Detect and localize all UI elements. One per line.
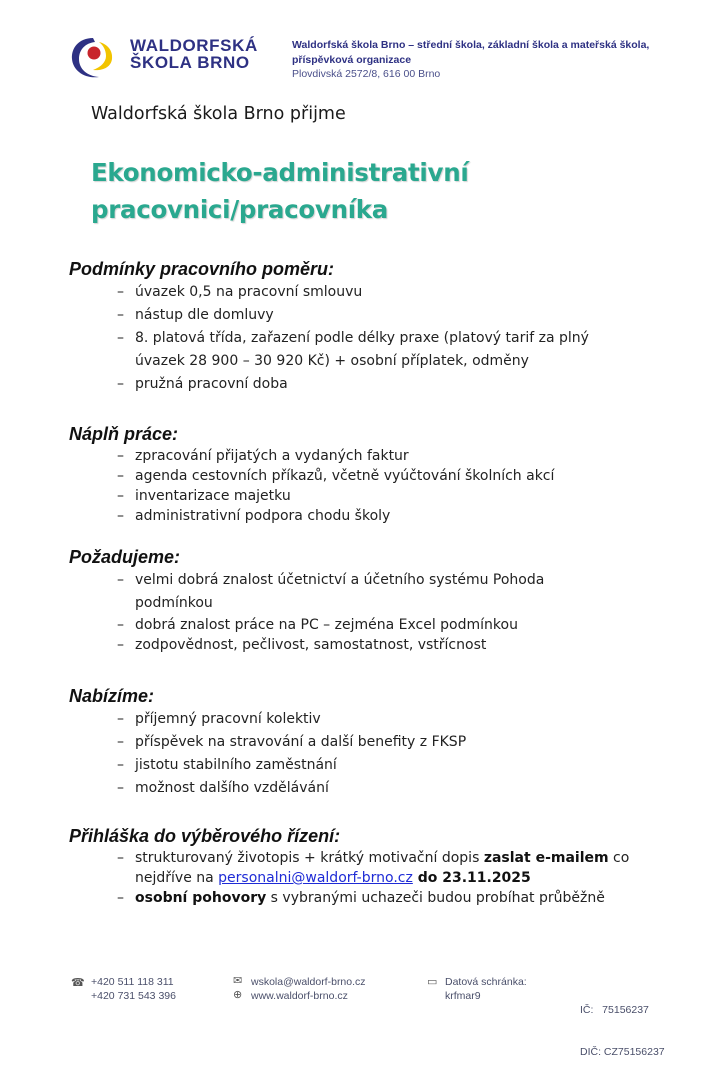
databox-label: Datová schránka: [445, 976, 527, 988]
dic: DIČ: CZ75156237 [580, 1046, 665, 1058]
footer-phones [71, 975, 176, 1003]
footer-email[interactable]: wskola@waldorf-brno.cz [251, 976, 366, 988]
list-item: – příjemný pracovní kolektiv [117, 708, 466, 731]
list-item: – velmi dobrá znalost účetnictví a účetního systému Pohoda podmínkou [117, 569, 587, 615]
section-heading: Podmínky pracovního poměru: [69, 259, 335, 279]
requirements-list [117, 569, 587, 655]
section-heading: Požadujeme: [69, 547, 181, 567]
footer-ids [580, 975, 665, 1087]
list-item: – možnost dalšího vzdělávání [117, 777, 466, 800]
phone-2: +420 731 543 396 [91, 990, 176, 1002]
list-item: – inventarizace majetku [117, 486, 554, 506]
job-title-line-2: pracovnici/pracovníka [91, 195, 389, 224]
footer [0, 975, 724, 1058]
job-title-line-1: Ekonomicko-administrativní [91, 158, 469, 187]
list-item: – úvazek 0,5 na pracovní smlouvu [117, 281, 617, 304]
footer-web[interactable]: www.waldorf-brno.cz [251, 990, 348, 1002]
intro-text: Waldorfská škola Brno přijme [91, 104, 346, 124]
offer-list [117, 708, 466, 800]
list-item: – nástup dle domluvy [117, 304, 617, 327]
logo-line-2: ŠKOLA BRNO [130, 53, 250, 72]
deadline: do 23.11.2025 [412, 870, 531, 886]
section-requirements [69, 545, 587, 655]
footer-contacts [233, 975, 366, 1003]
application-text: s vybranými uchazeči budou probíhat průběžně [266, 890, 605, 906]
application-list [117, 848, 657, 908]
list-item: – administrativní podpora chodu školy [117, 506, 554, 526]
list-item: – 8. platová třída, zařazení podle délky praxe (platový tarif za plný úvazek 28 900 – 30 920 Kč) + osobní příplatek, odměny [117, 327, 617, 373]
phone-icon: ☎ [71, 977, 85, 989]
folder-icon: ▭ [427, 976, 438, 988]
interviews-emphasis: osobní pohovory [135, 890, 267, 906]
section-heading: Náplň práce: [69, 424, 179, 444]
list-item: – zpracování přijatých a vydaných faktur [117, 446, 554, 466]
section-heading: Nabízíme: [69, 686, 155, 706]
list-item [117, 888, 657, 908]
list-item: – zodpovědnost, pečlivost, samostatnost, vstřícnost [117, 635, 587, 655]
duties-list [117, 446, 554, 526]
email-link[interactable]: personalni@waldorf-brno.cz [218, 870, 413, 886]
list-item: – agenda cestovních příkazů, včetně vyúčtování školních akcí [117, 466, 554, 486]
list-item: – dobrá znalost práce na PC – zejména Excel podmínkou [117, 615, 587, 635]
logo-line-1: WALDORFSKÁ [130, 36, 258, 55]
list-item: – jistotu stabilního zaměstnání [117, 754, 466, 777]
application-text: strukturovaný životopis + krátký motivační dopis [135, 850, 484, 866]
letterhead [0, 0, 724, 95]
databox-value: krfmar9 [445, 990, 481, 1002]
conditions-list [117, 281, 617, 396]
section-conditions [69, 257, 617, 396]
send-by-email-emphasis: zaslat e-mailem [483, 850, 609, 866]
school-info [292, 38, 649, 82]
envelope-icon: ✉ [233, 975, 243, 987]
list-item: – příspěvek na stravování a další benefity z FKSP [117, 731, 466, 754]
section-application [69, 824, 657, 908]
globe-icon: ⊕ [233, 989, 243, 1001]
footer-databox [427, 975, 527, 1003]
logo-wordmark [130, 37, 258, 71]
job-title [91, 154, 468, 228]
school-address: Plovdivská 2572/8, 616 00 Brno [292, 68, 441, 80]
section-offer [69, 684, 466, 800]
school-logo-icon [69, 34, 121, 80]
section-heading: Přihláška do výběrového řízení: [69, 826, 341, 846]
phone-1: +420 511 118 311 [91, 976, 174, 988]
list-item [117, 848, 657, 888]
application-text: co nejdříve na [135, 850, 630, 886]
list-item: – pružná pracovní doba [117, 373, 617, 396]
school-name-line-1: Waldorfská škola Brno – střední škola, základní škola a mateřská škola, [292, 39, 650, 51]
ic: IČ: 75156237 [580, 1004, 649, 1016]
school-name-line-2: příspěvková organizace [292, 53, 412, 66]
section-duties [69, 422, 554, 526]
